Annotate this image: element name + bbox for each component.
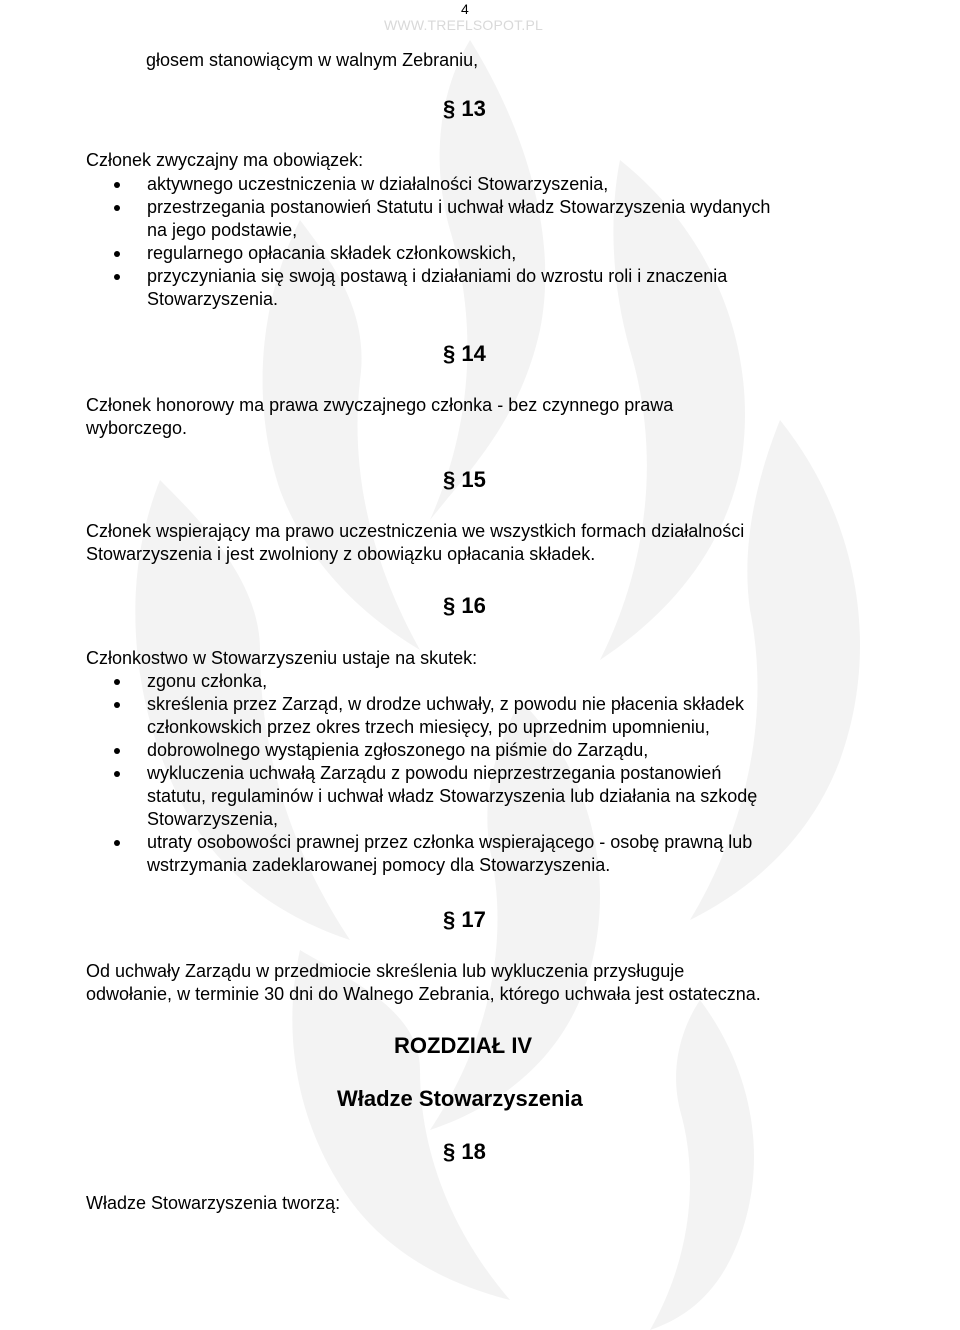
chapter-subtitle: Władze Stowarzyszenia [337, 1086, 583, 1111]
bullet-icon [114, 702, 120, 708]
section-13-lead: Członek zwyczajny ma obowiązek: [86, 150, 364, 170]
list-item: utraty osobowości prawnej przez członka wspierającego - osobę prawną lub wstrzymania zadeklarowanej pomocy dla Stowarzyszenia. [86, 831, 846, 877]
list-item: wykluczenia uchwałą Zarządu z powodu nieprzestrzegania postanowień statutu, regulaminów i uchwał władz Stowarzyszenia lub działania na szkodę Stowarzyszenia, [86, 762, 846, 831]
list-item: skreślenia przez Zarząd, w drodze uchwały, z powodu nie płacenia składek członkowskich przez okres trzech miesięcy, po uprzednim upomnieniu, [86, 693, 846, 739]
chapter-title: ROZDZIAŁ IV [394, 1033, 533, 1058]
bullet-icon [114, 182, 120, 188]
section-15-text-line-1: Członek wspierający ma prawo uczestniczenia we wszystkich formach działalności [86, 521, 745, 541]
list-item: przestrzegania postanowień Statutu i uchwał władz Stowarzyszenia wydanych na jego podstawie, [86, 196, 846, 242]
bullet-icon [114, 274, 120, 280]
bullet-icon [114, 251, 120, 257]
section-14-heading: § 14 [443, 341, 486, 366]
list-item: regularnego opłacania składek członkowskich, [86, 242, 846, 265]
section-15-text-line-2: Stowarzyszenia i jest zwolniony z obowiązku opłacania składek. [86, 544, 596, 564]
bullet-icon [114, 205, 120, 211]
intro-line: głosem stanowiącym w walnym Zebraniu, [146, 50, 479, 70]
section-18-heading: § 18 [443, 1139, 486, 1164]
section-18-lead: Władze Stowarzyszenia tworzą: [86, 1193, 341, 1213]
list-item: aktywnego uczestniczenia w działalności Stowarzyszenia, [86, 173, 846, 196]
list-item: przyczyniania się swoją postawą i działaniami do wzrostu roli i znaczenia Stowarzyszenia. [86, 265, 846, 311]
bullet-icon [114, 771, 120, 777]
list-item: dobrowolnego wystąpienia zgłoszonego na piśmie do Zarządu, [86, 739, 846, 762]
section-14-text-line-1: Członek honorowy ma prawa zwyczajnego członka - bez czynnego prawa [86, 395, 674, 415]
section-17-text-line-1: Od uchwały Zarządu w przedmiocie skreślenia lub wykluczenia przysługuje [86, 961, 685, 981]
section-16-heading: § 16 [443, 593, 486, 618]
bullet-icon [114, 679, 120, 685]
bullet-icon [114, 840, 120, 846]
section-17-heading: § 17 [443, 907, 486, 932]
section-13-heading: § 13 [443, 96, 486, 121]
bullet-icon [114, 748, 120, 754]
page-number: 4 [461, 1, 469, 17]
section-16-lead: Członkostwo w Stowarzyszeniu ustaje na skutek: [86, 648, 478, 668]
list-item: zgonu członka, [86, 670, 846, 693]
section-15-heading: § 15 [443, 467, 486, 492]
section-16-list [86, 670, 846, 877]
section-14-text-line-2: wyborczego. [86, 418, 188, 438]
site-url: WWW.TREFLSOPOT.PL [384, 17, 543, 33]
section-17-text-line-2: odwołanie, w terminie 30 dni do Walnego Zebrania, którego uchwała jest ostateczna. [86, 984, 761, 1004]
section-13-list [86, 173, 846, 311]
